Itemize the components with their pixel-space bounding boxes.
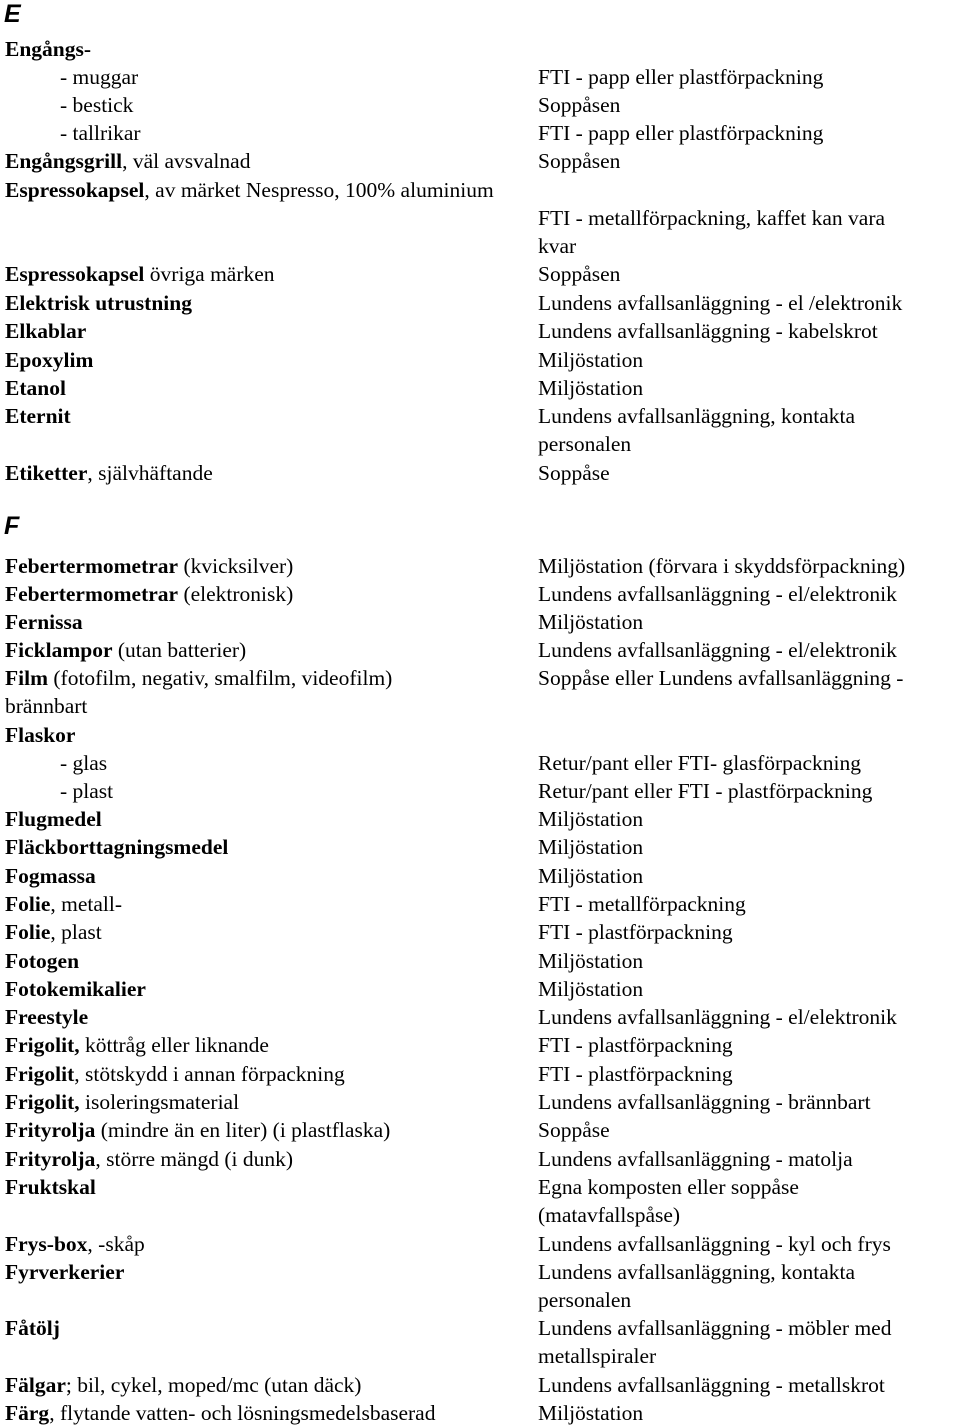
dest-fyrverkerier-1: Lundens avfallsanläggning, kontakta [538, 1260, 856, 1284]
item-flackborttagningsmedel: Fläckborttagningsmedel [5, 835, 229, 859]
item-flaskor: Flaskor [5, 723, 76, 747]
dest-freestyle: Lundens avfallsanläggning - el/elektronik [538, 1005, 897, 1029]
dest-fatolj-1: Lundens avfallsanläggning - möbler med [538, 1316, 892, 1340]
item-film: Film (fotofilm, negativ, smalfilm, videofilm) [5, 666, 393, 690]
dest-ficklampor: Lundens avfallsanläggning - el/elektronik [538, 638, 897, 662]
item-flugmedel: Flugmedel [5, 807, 102, 831]
item-frityrolja-storre: Frityrolja, större mängd (i dunk) [5, 1147, 293, 1171]
dest-epoxylim: Miljöstation [538, 348, 644, 372]
item-espressokapsel-ovriga: Espressokapsel övriga märken [5, 262, 275, 286]
item-engangs-bestick: - bestick [60, 93, 134, 117]
item-engangs-tallrikar: - tallrikar [60, 121, 141, 145]
dest-flaskor-plast: Retur/pant eller FTI - plastförpackning [538, 779, 873, 803]
item-fogmassa: Fogmassa [5, 864, 96, 888]
dest-flaskor-glas: Retur/pant eller FTI- glasförpackning [538, 751, 861, 775]
dest-fatolj-2: metallspiraler [538, 1344, 657, 1368]
item-frys-box: Frys-box, -skåp [5, 1232, 145, 1256]
item-flaskor-plast: - plast [60, 779, 114, 803]
dest-fruktskal-2: (matavfallspåse) [538, 1203, 681, 1227]
dest-frys-box: Lundens avfallsanläggning - kyl och frys [538, 1232, 891, 1256]
dest-eternit-2: personalen [538, 432, 632, 456]
dest-fotokemikalier: Miljöstation [538, 977, 644, 1001]
item-folie-metall: Folie, metall- [5, 892, 123, 916]
item-fotogen: Fotogen [5, 949, 80, 973]
item-etanol: Etanol [5, 376, 66, 400]
dest-febertermometrar-kvicksilver: Miljöstation (förvara i skyddsförpackning) [538, 554, 906, 578]
dest-fotogen: Miljöstation [538, 949, 644, 973]
item-falgar: Fälgar; bil, cykel, moped/mc (utan däck) [5, 1373, 362, 1397]
item-eternit: Eternit [5, 404, 71, 428]
dest-flugmedel: Miljöstation [538, 807, 644, 831]
item-fyrverkerier: Fyrverkerier [5, 1260, 125, 1284]
dest-farg: Miljöstation [538, 1401, 644, 1425]
item-fernissa: Fernissa [5, 610, 83, 634]
dest-febertermometrar-elektronisk: Lundens avfallsanläggning - el/elektronik [538, 582, 897, 606]
dest-engangs-muggar: FTI - papp eller plastförpackning [538, 65, 824, 89]
dest-frigolit-stotskydd: FTI - plastförpackning [538, 1062, 733, 1086]
dest-frigolit-kottrag: FTI - plastförpackning [538, 1033, 733, 1057]
item-febertermometrar-kvicksilver: Febertermometrar (kvicksilver) [5, 554, 294, 578]
dest-engangs-tallrikar: FTI - papp eller plastförpackning [538, 121, 824, 145]
item-folie-plast: Folie, plast [5, 920, 102, 944]
item-epoxylim: Epoxylim [5, 348, 94, 372]
dest-fyrverkerier-2: personalen [538, 1288, 632, 1312]
item-engangs-muggar: - muggar [60, 65, 139, 89]
dest-espressokapsel-ovriga: Soppåsen [538, 262, 621, 286]
dest-folie-plast: FTI - plastförpackning [538, 920, 733, 944]
item-febertermometrar-elektronisk: Febertermometrar (elektronisk) [5, 582, 294, 606]
item-frityrolja-mindre: Frityrolja (mindre än en liter) (i plastflaska) [5, 1118, 391, 1142]
section-letter-e: E [4, 0, 21, 28]
item-engangs: Engångs- [5, 37, 92, 61]
dest-folie-metall: FTI - metallförpackning [538, 892, 746, 916]
item-elektrisk-utrustning: Elektrisk utrustning [5, 291, 192, 315]
item-farg: Färg, flytande vatten- och lösningsmedelsbaserad [5, 1401, 436, 1425]
item-etiketter: Etiketter, självhäftande [5, 461, 213, 485]
dest-frityrolja-storre: Lundens avfallsanläggning - matolja [538, 1147, 853, 1171]
item-espressokapsel-nespresso: Espressokapsel, av märket Nespresso, 100% aluminium [5, 178, 494, 202]
dest-frityrolja-mindre: Soppåse [538, 1118, 610, 1142]
section-letter-f: F [4, 512, 20, 540]
item-frigolit-kottrag: Frigolit, köttråg eller liknande [5, 1033, 269, 1057]
item-freestyle: Freestyle [5, 1005, 89, 1029]
dest-etiketter: Soppåse [538, 461, 610, 485]
dest-elektrisk-utrustning: Lundens avfallsanläggning - el /elektronik [538, 291, 903, 315]
dest-engangsgrill: Soppåsen [538, 149, 621, 173]
dest-film-cont: brännbart [5, 694, 88, 718]
dest-flackborttagningsmedel: Miljöstation [538, 835, 644, 859]
dest-fogmassa: Miljöstation [538, 864, 644, 888]
dest-eternit-1: Lundens avfallsanläggning, kontakta [538, 404, 856, 428]
dest-espressokapsel-nespresso-2: kvar [538, 234, 577, 258]
item-fatolj: Fåtölj [5, 1316, 60, 1340]
item-fruktskal: Fruktskal [5, 1175, 96, 1199]
dest-frigolit-isolering: Lundens avfallsanläggning - brännbart [538, 1090, 871, 1114]
item-ficklampor: Ficklampor (utan batterier) [5, 638, 247, 662]
dest-elkablar: Lundens avfallsanläggning - kabelskrot [538, 319, 878, 343]
dest-falgar: Lundens avfallsanläggning - metallskrot [538, 1373, 885, 1397]
item-elkablar: Elkablar [5, 319, 87, 343]
dest-engangs-bestick: Soppåsen [538, 93, 621, 117]
item-frigolit-stotskydd: Frigolit, stötskydd i annan förpackning [5, 1062, 345, 1086]
dest-film: Soppåse eller Lundens avfallsanläggning - [538, 666, 904, 690]
item-engangsgrill: Engångsgrill, väl avsvalnad [5, 149, 251, 173]
item-frigolit-isolering: Frigolit, isoleringsmaterial [5, 1090, 240, 1114]
item-fotokemikalier: Fotokemikalier [5, 977, 146, 1001]
dest-fernissa: Miljöstation [538, 610, 644, 634]
dest-espressokapsel-nespresso-1: FTI - metallförpackning, kaffet kan vara [538, 206, 886, 230]
dest-fruktskal-1: Egna komposten eller soppåse [538, 1175, 799, 1199]
item-flaskor-glas: - glas [60, 751, 108, 775]
dest-etanol: Miljöstation [538, 376, 644, 400]
